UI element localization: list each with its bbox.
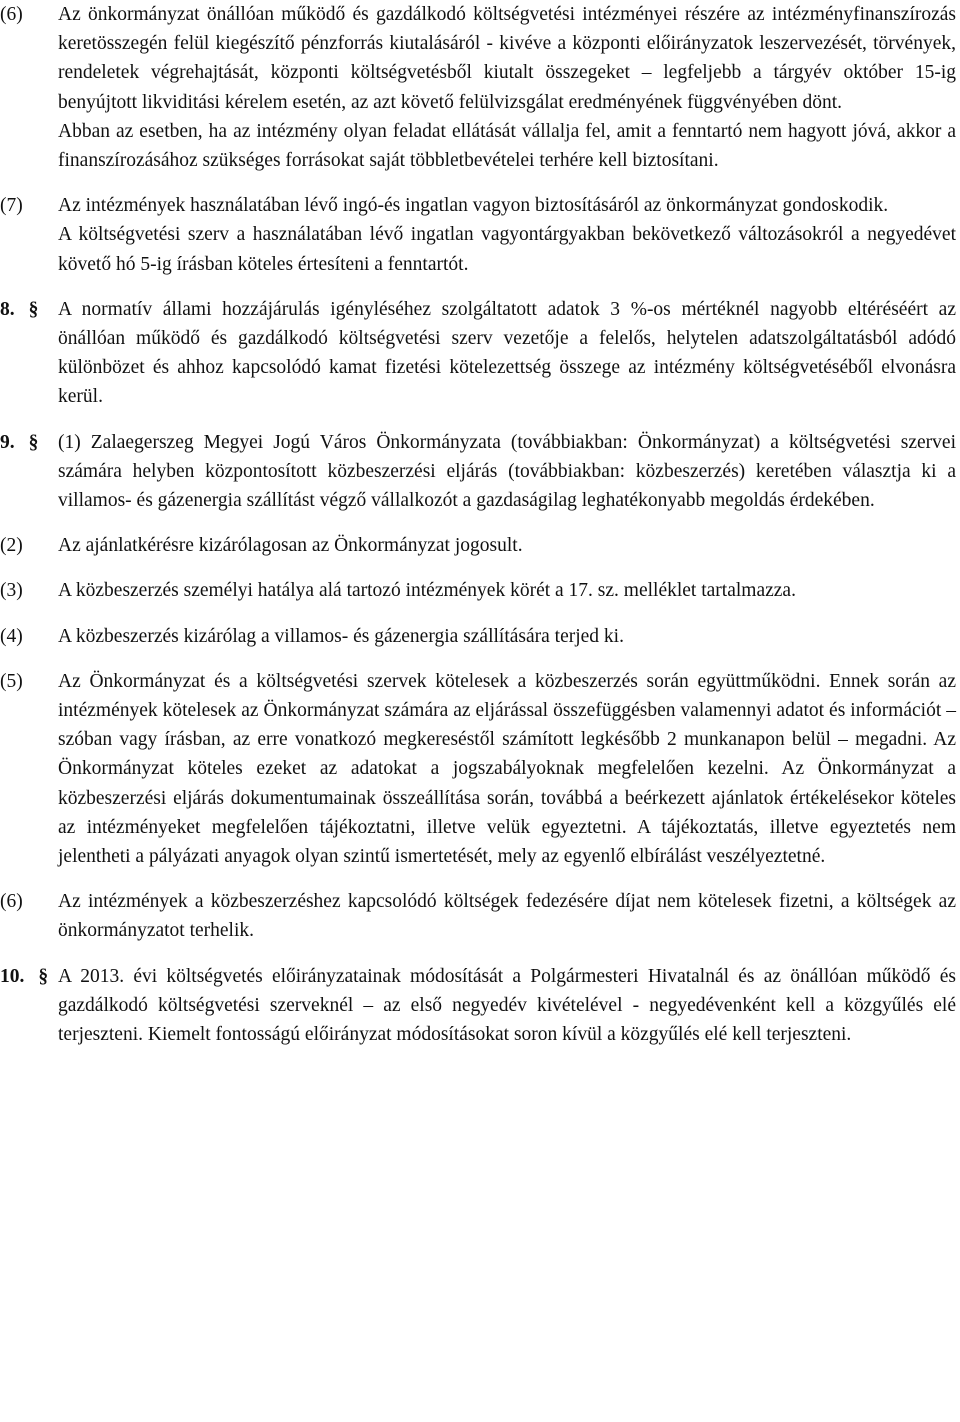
article-text: (1) Zalaegerszeg Megyei Jogú Város Önkormányzata (továbbiakban: Önkormányzat) a költségvetési szervei számára helyben központosított közbeszerzési eljárás (továbbiakban: közbeszerzés) keretében választja ki a villamos- és gázenergia szállítást végző vállalkozót a gazdaságilag leghatékonyabb megoldás érdekében. xyxy=(58,431,956,512)
article-number xyxy=(0,428,38,457)
section-7-paragraph xyxy=(0,191,960,279)
subsection-number: (2) xyxy=(0,535,23,557)
section-text: A költségvetési szerv a használatában lévő ingatlan vagyontárgyakban bekövetkező változásokról a negyedévet követő hó 5-ig írásban köteles értesíteni a fenntartót. xyxy=(58,224,956,275)
subsection-number: (5) xyxy=(0,670,23,692)
subsection-text: A közbeszerzés kizárólag a villamos- és gázenergia szállítására terjed ki. xyxy=(58,625,624,647)
subsection-number: (4) xyxy=(0,625,23,647)
subsection-text: Az ajánlatkérésre kizárólagosan az Önkormányzat jogosult. xyxy=(58,535,523,557)
subsection-text: Az intézmények a közbeszerzéshez kapcsolódó költségek fedezésére díjat nem kötelesek fizetni, a költségek az önkormányzatot terhelik. xyxy=(58,891,956,942)
article-9-subsection-6 xyxy=(0,887,960,945)
article-number-text: 9. xyxy=(0,431,15,453)
section-text: Az önkormányzat önállóan működő és gazdálkodó költségvetési intézményei részére az intézményfinanszírozás keretösszegén felül kiegészítő pénzforrás kiutalásáról - kivéve a központi előirányzatok leszervezését, törvények, rendeletek végrehajtását, központi költségvetésből kiutalt összegeket – legfeljebb a tárgyév október 15-ig benyújtott likviditási kérelem esetén, az azt követő felülvizsgálat eredményének függvényében dönt. xyxy=(58,4,956,113)
subsection-text: Az Önkormányzat és a költségvetési szervek kötelesek a közbeszerzés során együttműködni. Ennek során az intézmények kötelesek az Önkormányzat számára az eljárással összefüggésben valamennyi adatot és információt – szóban vagy írásban, az erre vonatkozó megkereséstől számított legkésőbb 2 munkanapon belül – megadni. Az Önkormányzat köteles ezeket az adatokat a jogszabályoknak megfelelően kezelni. Az Önkormányzat a közbeszerzési eljárás dokumentumainak összeállítása során, továbbá a beérkezett ajánlatok értékelésekor köteles az intézményeket megfelelően tájékoztatni, illetve velük egyeztetni. A tájékoztatás, illetve egyeztetés nem jelentheti a pályázati anyagok olyan szintű ismertetését, mely az egyenlő elbírálást veszélyeztetné. xyxy=(58,670,956,868)
section-number: (6) xyxy=(0,4,23,25)
section-number: (7) xyxy=(0,195,23,217)
subsection-text: A közbeszerzés személyi hatálya alá tartozó intézmények körét a 17. sz. melléklet tartalmazza. xyxy=(58,580,796,602)
article-number-text: 8. xyxy=(0,298,15,320)
section-text: Az intézmények használatában lévő ingó-és ingatlan vagyon biztosításáról az önkormányzat gondoskodik. xyxy=(58,195,889,217)
article-9-subsection-4 xyxy=(0,622,960,651)
article-number-text: 10. xyxy=(0,965,25,987)
section-symbol: § xyxy=(38,965,49,987)
article-number xyxy=(0,962,48,991)
section-6-paragraph xyxy=(0,0,960,175)
article-number xyxy=(0,295,38,324)
article-9-subsection-5 xyxy=(0,667,960,871)
section-symbol: § xyxy=(28,298,39,320)
article-10-paragraph xyxy=(0,962,960,1050)
subsection-number: (3) xyxy=(0,580,23,602)
article-9-paragraph xyxy=(0,428,960,516)
article-8-paragraph xyxy=(0,295,960,412)
section-symbol: § xyxy=(28,431,39,453)
article-9-subsection-2 xyxy=(0,531,960,560)
article-text: A 2013. évi költségvetés előirányzatainak módosítását a Polgármesteri Hivatalnál és az önállóan működő és gazdálkodó költségvetési szerveknél – az első negyedév kivételével - negyedévenként kell a közgyűlés elé terjeszteni. Kiemelt fontosságú előirányzat módosításokat soron kívül a közgyűlés elé kell terjeszteni. xyxy=(58,965,956,1046)
subsection-number: (6) xyxy=(0,891,23,913)
section-text: Abban az esetben, ha az intézmény olyan feladat ellátását vállalja fel, amit a fenntartó nem hagyott jóvá, akkor a finanszírozásához szükséges forrásokat saját többletbevételei terhére kell biztosítani. xyxy=(58,120,956,172)
article-text: A normatív állami hozzájárulás igényléséhez szolgáltatott adatok 3 %-os mértéknél nagyobb eltéréséért az önállóan működő és gazdálkodó költségvetési szerv vezetője a felelős, helytelen adatszolgáltatásból adódó különbözet és ahhoz kapcsolódó kamat fizetési kötelezettség összege az intézmény költségvetéséből elvonásra kerül. xyxy=(58,298,956,408)
article-9-subsection-3 xyxy=(0,576,960,605)
